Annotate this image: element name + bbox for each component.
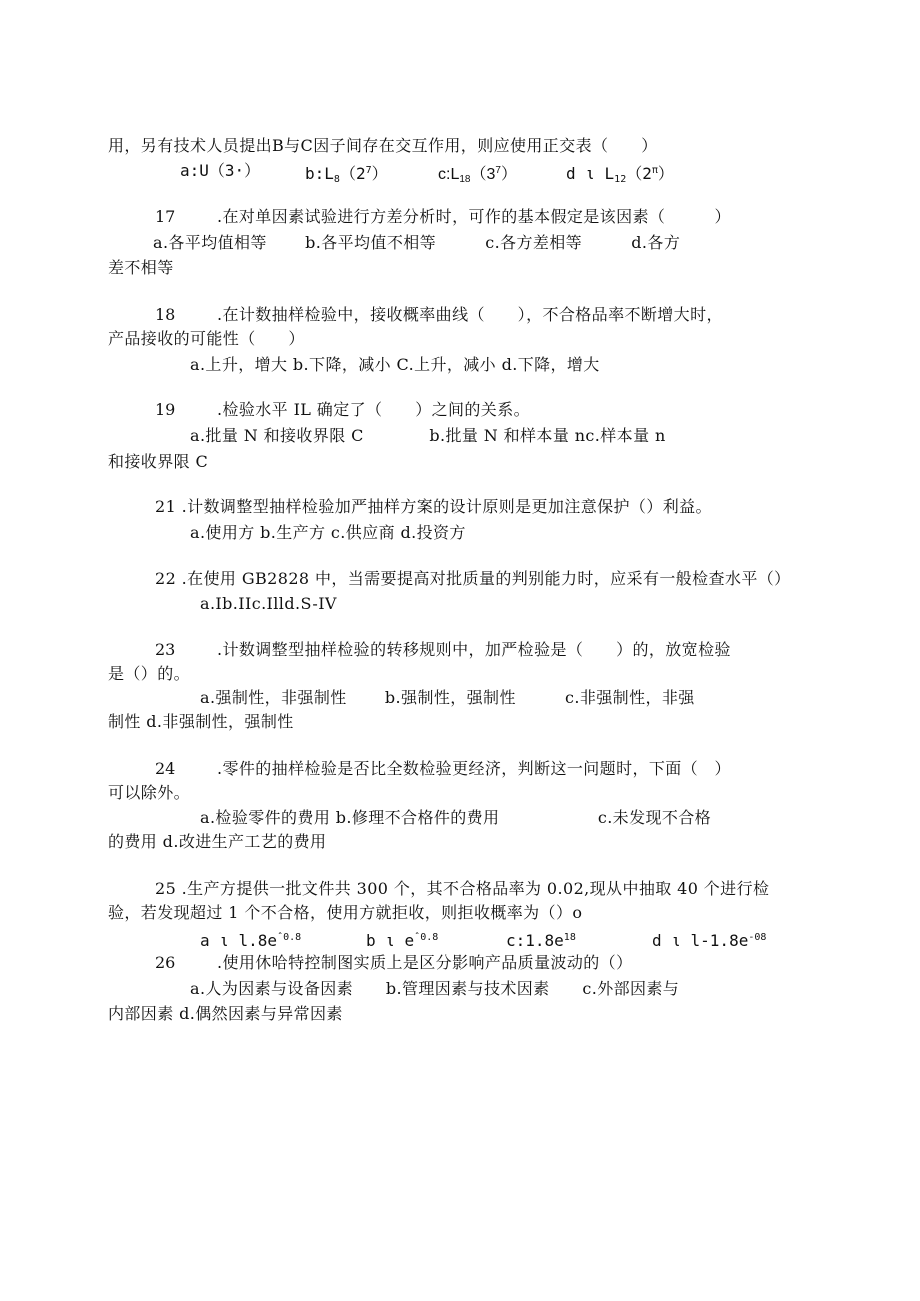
question-text-continued: 产品接收的可能性（ ） (108, 329, 305, 348)
option-d: d ι $l-1.8e^{-08}$ (652, 931, 767, 950)
question-options: a.强制性，非强制性 b.强制性，强制性 c.非强制性，非强 (200, 688, 695, 707)
question-text: .在对单因素试验进行方差分析时，可作的基本假定是该因素（ ） (217, 207, 731, 226)
question-options: a.使用方 b.生产方 c.供应商 d.投资方 (190, 523, 466, 542)
question-options: a.各平均值相等 b.各平均值不相等 c.各方差相等 d.各方 (153, 233, 681, 252)
question-number: 19 (155, 400, 176, 419)
question-options: a.人为因素与设备因素 b.管理因素与技术因素 c.外部因素与 (190, 979, 680, 998)
question-text: 25 .生产方提供一批文件共 300 个，其不合格品率为 0.02,现从中抽取 40 个进行检 (155, 879, 770, 898)
option-c: $c:L_{18}(3^7)$ (438, 165, 517, 185)
question-number: 18 (155, 305, 176, 324)
question-continued-line: 用，另有技术人员提出B与C因子间存在交互作用，则应使用正交表（ ） (108, 136, 658, 155)
question-options-continued: 和接收界限 C (108, 452, 209, 471)
question-text: .在计数抽样检验中，接收概率曲线（ ），不合格品率不断增大时， (217, 305, 723, 324)
question-text: .零件的抽样检验是否比全数检验更经济，判断这一问题时，下面（ ） (217, 759, 731, 778)
question-text: 22 .在使用 GB2828 中，当需要提高对批质量的判别能力时，应采有一般检查水平（） (155, 569, 791, 588)
question-number: 26 (155, 953, 176, 972)
option-b: $b:L_8(2^7)$ (305, 164, 388, 185)
question-text-continued: 可以除外。 (108, 783, 191, 802)
option-a: a:U（3·） (180, 161, 261, 180)
question-options: a.批量 N 和接收界限 C b.批量 N 和样本量 nc.样本量 n (190, 426, 666, 445)
question-number: 23 (155, 640, 176, 659)
option-c: $c:1.8e^{18}$ (506, 931, 576, 950)
question-options: a.Ib.IIc.Illd.S-IV (200, 594, 337, 613)
option-d: d ι $L_{12}(2^\pi)$ (566, 164, 674, 185)
question-text: .使用休哈特控制图实质上是区分影响产品质量波动的（） (217, 953, 633, 972)
question-options-continued: 的费用 d.改进生产工艺的费用 (108, 832, 327, 851)
question-options-continued: 制性 d.非强制性，强制性 (108, 712, 294, 731)
question-options-continued: 内部因素 d.偶然因素与异常因素 (108, 1004, 343, 1023)
question-text: .检验水平 IL 确定了（ ）之间的关系。 (217, 400, 531, 419)
option-b: b ι $e^{ˆ0.8}$ (366, 931, 439, 950)
question-text-continued: 验，若发现超过 1 个不合格，使用方就拒收，则拒收概率为（）o (108, 903, 583, 922)
question-text: 21 .计数调整型抽样检验加严抽样方案的设计原则是更加注意保护（）利益。 (155, 497, 712, 516)
question-options-continued: 差不相等 (108, 258, 174, 277)
question-options: a.检验零件的费用 b.修理不合格件的费用 c.未发现不合格 (200, 808, 712, 827)
question-text-continued: 是（）的。 (108, 664, 191, 683)
option-a: a ι $l.8e^{ˆ0.8}$ (200, 931, 302, 950)
question-number: 24 (155, 759, 176, 778)
question-number: 17 (155, 207, 176, 226)
question-text: .计数调整型抽样检验的转移规则中，加严检验是（ ）的，放宽检验 (217, 640, 731, 659)
question-options: a.上升，增大 b.下降，减小 C.上升，减小 d.下降，增大 (190, 355, 600, 374)
